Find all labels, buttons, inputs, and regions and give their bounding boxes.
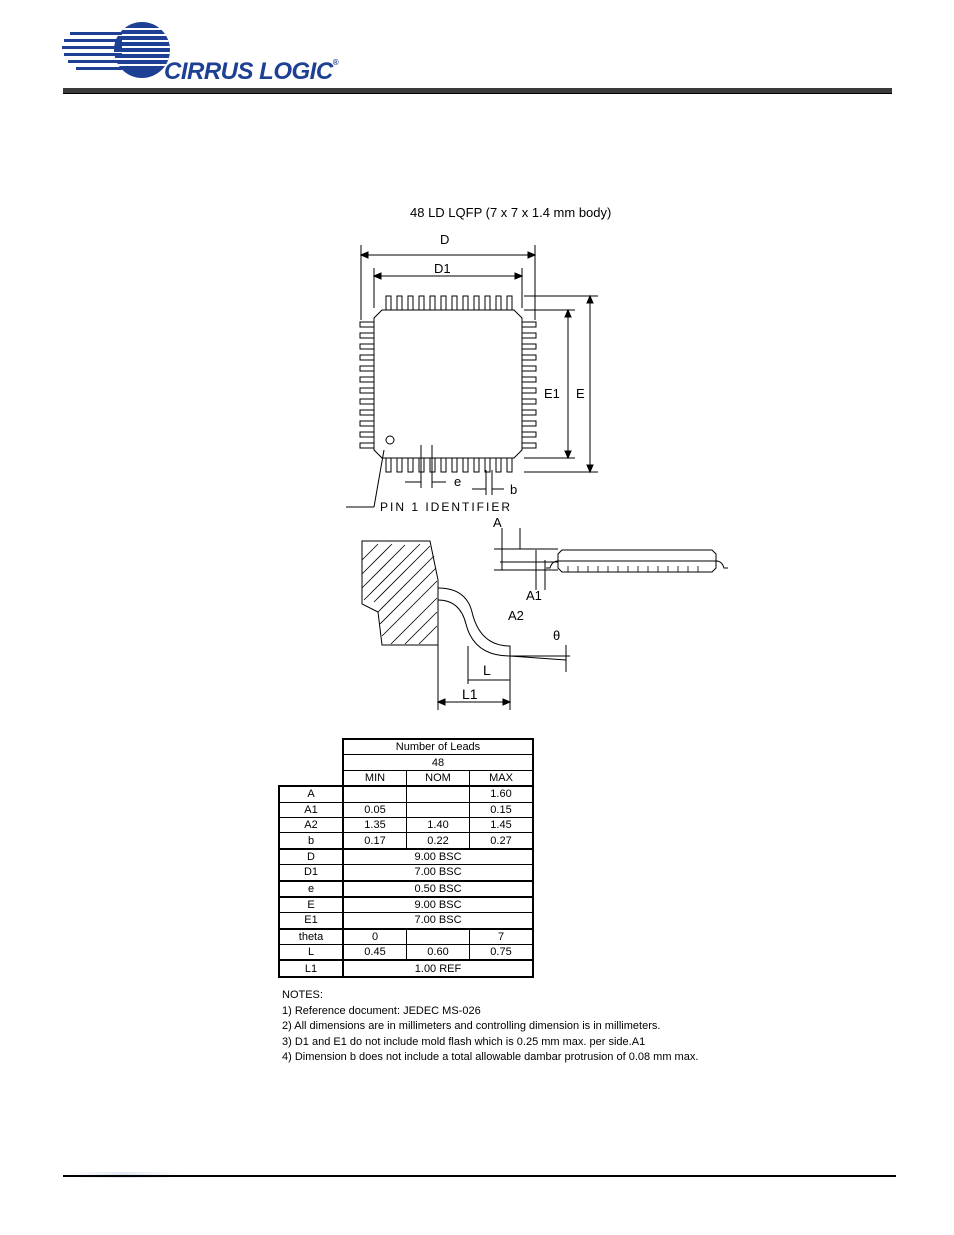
table-row: b 0.17 0.22 0.27 [279, 833, 533, 849]
table-row: A 1.60 [279, 786, 533, 802]
table-row: A2 1.35 1.40 1.45 [279, 817, 533, 832]
table-row: L1 1.00 REF [279, 960, 533, 976]
notes [282, 988, 698, 1066]
note-item: 4) Dimension b does not include a total allowable dambar protrusion of 0.08 mm max. [282, 1051, 699, 1063]
label-A1: A1 [526, 588, 542, 603]
note-item: 3) D1 and E1 do not include mold flash which is 0.25 mm max. per side.A1 [282, 1035, 646, 1048]
label-D1: D1 [434, 261, 451, 276]
label-b: b [510, 482, 518, 497]
label-L: L [483, 662, 491, 678]
col-max: MAX [470, 770, 534, 786]
bottom-pins [386, 458, 512, 472]
col-nom: NOM [407, 770, 470, 786]
notes-heading: NOTES: [282, 989, 323, 1001]
label-theta: θ [553, 628, 561, 643]
label-D: D [440, 232, 450, 247]
table-row: theta 0 7 [279, 929, 533, 945]
table-row: E 9.00 BSC [279, 897, 533, 913]
company-name: CIRRUS LOGIC® [164, 58, 339, 85]
label-A2: A2 [508, 608, 524, 623]
right-pins [522, 322, 536, 448]
label-E1: E1 [544, 386, 560, 401]
table-row: D 9.00 BSC [279, 849, 533, 865]
left-pins [360, 322, 374, 448]
label-L1: L1 [462, 686, 478, 702]
dimension-table [278, 738, 534, 978]
package-body [374, 310, 522, 458]
note-item: 2) All dimensions are in millimeters and controlling dimension is in millimeters. [282, 1020, 661, 1032]
top-pins [386, 296, 512, 310]
table-row: L 0.45 0.60 0.75 [279, 945, 533, 961]
table-row: e 0.50 BSC [279, 881, 533, 897]
col-min: MIN [343, 770, 407, 786]
label-pin1: PIN 1 IDENTIFIER [380, 500, 513, 514]
header-rule [63, 88, 892, 94]
package-drawing [330, 225, 750, 715]
note-item: 1) Reference document: JEDEC MS-026 [282, 1004, 481, 1017]
drawing-title: 48 LD LQFP (7 x 7 x 1.4 mm body) [410, 205, 612, 220]
label-A: A [493, 515, 502, 530]
table-leads: 48 [343, 755, 533, 770]
label-e: e [454, 474, 462, 489]
table-row: D1 7.00 BSC [279, 865, 533, 881]
label-E: E [576, 386, 585, 401]
table-header: Number of Leads [343, 739, 533, 755]
table-row: E1 7.00 BSC [279, 913, 533, 929]
footer-rule [63, 1175, 896, 1177]
table-row: A1 0.05 0.15 [279, 802, 533, 817]
